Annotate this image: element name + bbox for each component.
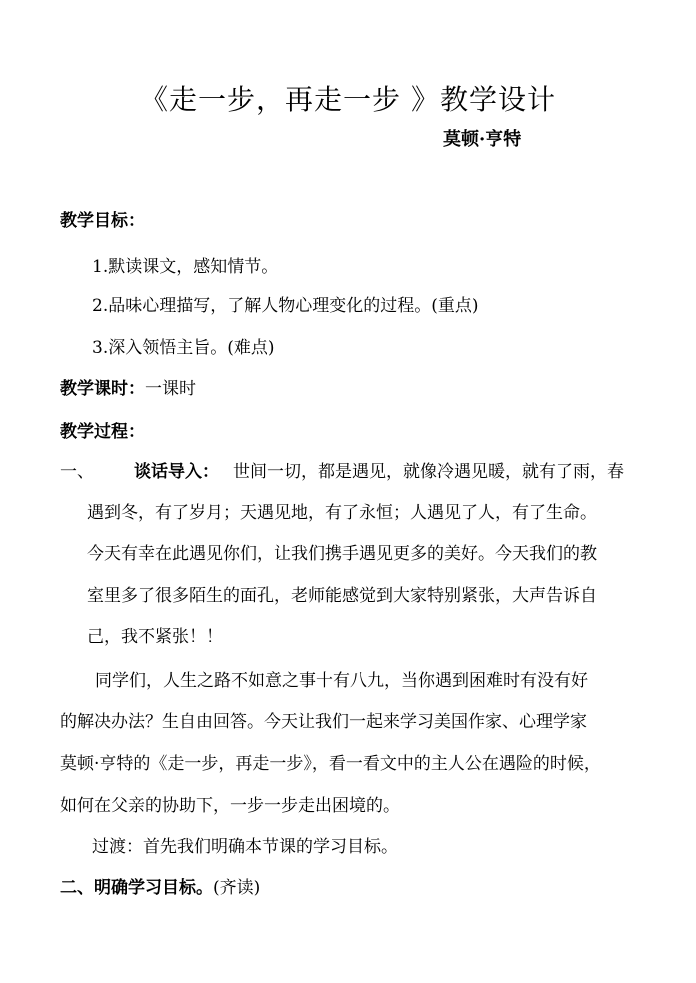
section1-line-5: 己，我不紧张！！ [87,627,223,647]
para2-line-3: 莫顿·亨特的《走一步，再走一步》，看一看文中的主人公在遇险的时候， [60,754,601,774]
goal-item-1: 1.默读课文，感知情节。 [92,257,279,277]
goals-heading: 教学目标： [60,211,145,231]
document-title: 《走一步，再走一步 》教学设计 [140,83,556,116]
section1-line-1: 世间一切，都是遇见，就像冷遇见暖，就有了雨，春 [233,462,624,482]
para2-line-1: 同学们，人生之路不如意之事十有八九，当你遇到困难时有没有好 [95,671,588,691]
section1-line-3: 今天有幸在此遇见你们，让我们携手遇见更多的美好。今天我们的教 [87,544,597,564]
section2-note: (齐读) [213,878,261,898]
section1-label: 谈话导入： [134,462,219,482]
hours-label: 教学课时： [60,379,145,399]
author-name: 莫顿·亨特 [443,129,522,150]
goal-item-2: 2.品味心理描写，了解人物心理变化的过程。(重点) [92,296,479,316]
section1-line-2: 遇到冬，有了岁月；天遇见地，有了永恒；人遇见了人，有了生命。 [87,503,597,523]
process-heading: 教学过程： [60,422,145,442]
transition-line: 过渡：首先我们明确本节课的学习目标。 [92,837,398,857]
para2-line-4: 如何在父亲的协助下，一步一步走出困境的。 [60,796,400,816]
section1-number: 一、 [60,462,94,482]
hours-value: 一课时 [145,379,196,399]
section2-heading: 二、明确学习目标。 [60,878,213,898]
section2-heading-line [60,876,260,900]
goal-item-3: 3.深入领悟主旨。(难点) [92,338,275,358]
section1-first-line [60,460,624,484]
hours-line [60,377,196,401]
section1-line-4: 室里多了很多陌生的面孔，老师能感觉到大家特别紧张，大声告诉自 [87,586,597,606]
para2-line-2: 的解决办法？生自由回答。今天让我们一起来学习美国作家、心理学家 [60,712,587,732]
